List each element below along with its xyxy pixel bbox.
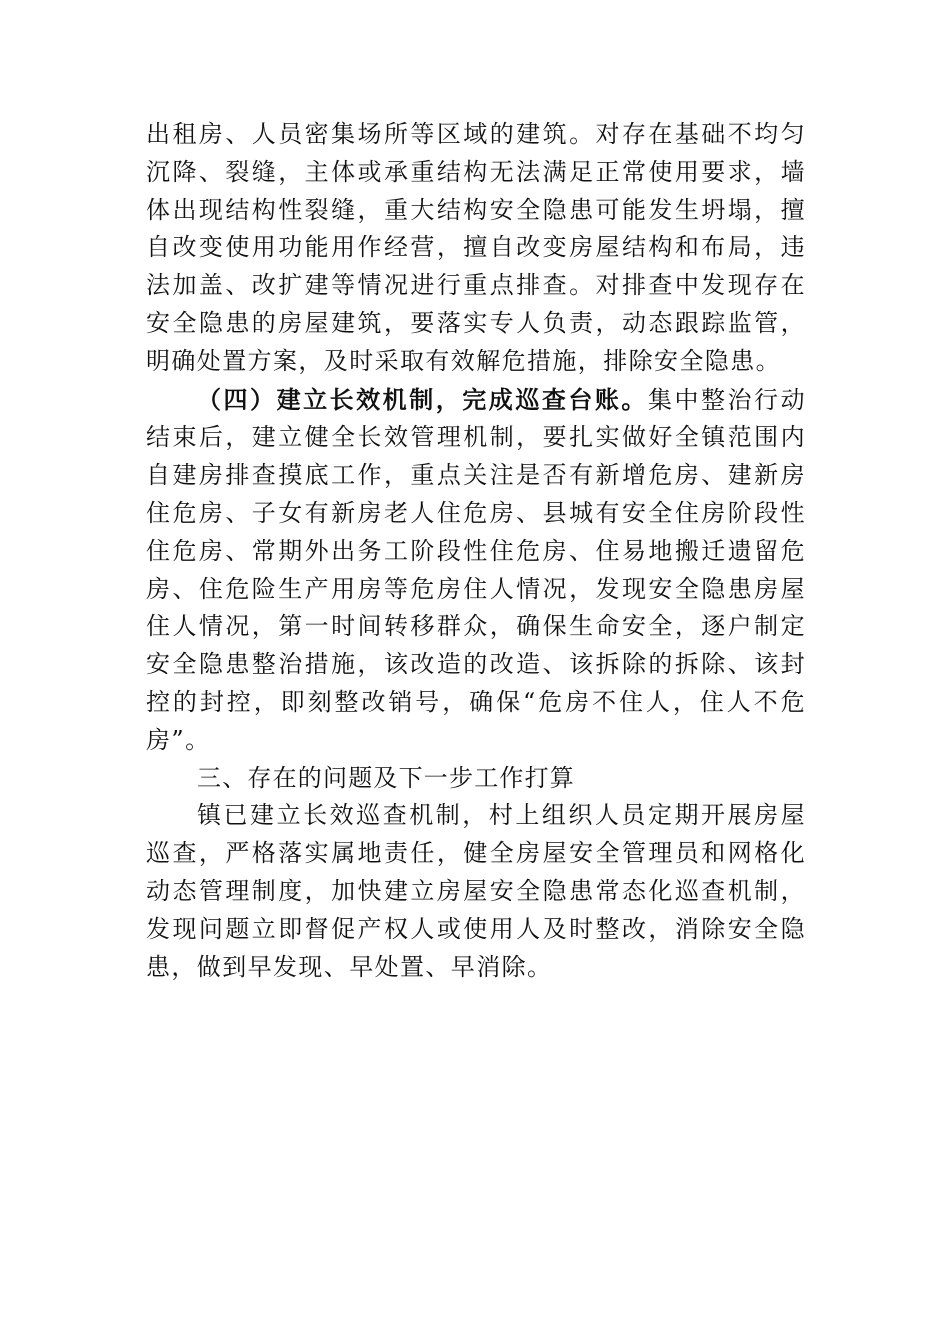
section-heading: 三、存在的问题及下一步工作打算: [197, 763, 575, 792]
paragraph-next-steps: 镇已建立长效巡查机制，村上组织人员定期开展房屋巡查，严格落实属地责任，健全房屋安全管理员和网格化动态管理制度，加快建立房屋安全隐患常态化巡查机制，发现问题立即督促产权人或使用人及时整改，消除安全隐患，做到早发现、早处置、早消除。: [146, 801, 806, 981]
paragraph-long-term-mechanism: [146, 381, 806, 760]
paragraph-continuation: 出租房、人员密集场所等区域的建筑。对存在基础不均匀沉降、裂缝，主体或承重结构无法满足正常使用要求，墙体出现结构性裂缝，重大结构安全隐患可能发生坍塌，擅自改变使用功能用作经营，擅自改变房屋结构和布局，违法加盖、改扩建等情况进行重点排查。对排查中发现存在安全隐患的房屋建筑，要落实专人负责，动态跟踪监管，明确处置方案，及时采取有效解危措施，排除安全隐患。: [146, 120, 806, 375]
paragraph-body-text: 集中整治行动结束后，建立健全长效管理机制，要扎实做好全镇范围内自建房排查摸底工作，重点关注是否有新增危房、建新房住危房、子女有新房老人住危房、县城有安全住房阶段性住危房、常期外出务工阶段性住危房、住易地搬迁遗留危房、住危险生产用房等危房住人情况，发现安全隐患房屋住人情况，第一时间转移群众，确保生命安全，逐户制定安全隐患整治措施，该改造的改造、该拆除的拆除、该封控的封控，即刻整改销号，确保“危房不住人，住人不危房”。: [146, 385, 806, 754]
paragraph-lead-title: （四）建立长效机制，完成巡查台账。: [197, 384, 648, 414]
document-body: [146, 116, 806, 986]
